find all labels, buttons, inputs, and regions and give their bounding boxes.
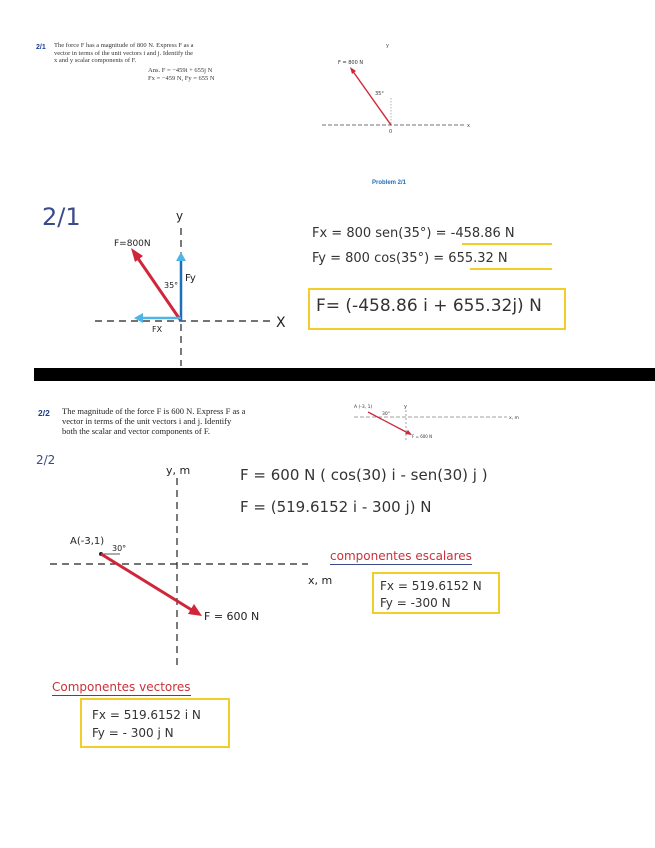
problem-figure bbox=[320, 38, 500, 148]
equation-2: F = (519.6152 i - 300 j) N bbox=[240, 498, 432, 516]
axis-label-y: y bbox=[404, 404, 407, 410]
force-arrow bbox=[352, 70, 391, 125]
force-label: F=800N bbox=[114, 239, 151, 249]
problem-figure bbox=[352, 400, 532, 448]
angle-label: 30° bbox=[112, 544, 127, 553]
solution-label: 2/2 bbox=[36, 453, 56, 467]
arrow-head bbox=[176, 252, 186, 261]
angle-label: 35° bbox=[164, 281, 179, 290]
problem-line: vector in terms of the unit vectors i and j. Identify bbox=[62, 416, 232, 426]
solution-figure bbox=[90, 206, 300, 366]
vector-fy: Fy = - 300 j N bbox=[92, 726, 174, 740]
axis-label-x: x bbox=[467, 123, 470, 129]
equation-fx bbox=[312, 226, 515, 241]
answer-line: Fx = −459 N, Fy = 655 N bbox=[148, 75, 215, 82]
problem-number: 2/2 bbox=[38, 408, 50, 418]
problem-line: The magnitude of the force F is 600 N. Express F as a bbox=[62, 406, 246, 416]
axis-label-x: X bbox=[276, 315, 286, 331]
axis-label-y: y, m bbox=[166, 464, 191, 477]
problem-line: x and y scalar components of F. bbox=[54, 57, 137, 64]
axis-label-y: y bbox=[176, 209, 184, 223]
problem-statement bbox=[54, 42, 264, 65]
equation-text: Fx = 800 sen(35°) = -458.86 N bbox=[312, 226, 515, 241]
highlight-underline bbox=[462, 243, 552, 245]
divider-bar bbox=[34, 368, 655, 381]
problem-statement bbox=[62, 406, 342, 436]
axis-label-y: y bbox=[386, 43, 389, 49]
arrow-head bbox=[131, 248, 143, 262]
angle-label: 35° bbox=[375, 91, 384, 97]
scalar-fy: Fy = -300 N bbox=[380, 596, 451, 610]
highlight-underline bbox=[470, 268, 552, 270]
vector-components-box bbox=[80, 698, 230, 748]
solution-label: 2/1 bbox=[42, 203, 81, 231]
axis-label-x: x, m bbox=[308, 574, 333, 587]
equation-1: F = 600 N ( cos(30) i - sen(30) j ) bbox=[240, 466, 488, 484]
component-label-fx: FX bbox=[152, 325, 163, 334]
problem-line: both the scalar and vector components of F. bbox=[62, 426, 211, 436]
equation-fy bbox=[312, 251, 508, 266]
result-vector: F= (-458.86 i + 655.32j) N bbox=[316, 296, 542, 316]
equation-text: Fy = 800 cos(35°) = 655.32 N bbox=[312, 251, 508, 266]
problem-line: vector in terms of the unit vectors i and j. Identify the bbox=[54, 49, 193, 57]
component-label-fy: Fy bbox=[185, 273, 196, 284]
force-label: F = 800 N bbox=[338, 60, 364, 66]
axis-label-x: x, m bbox=[509, 416, 519, 421]
scalar-components-title: componentes escalares bbox=[330, 549, 472, 563]
point-label: A (-3, 1) bbox=[354, 405, 373, 410]
result-box bbox=[308, 288, 566, 330]
answer-line: Ans. F = −459i + 655j N bbox=[148, 67, 213, 74]
force-label: F = 600 N bbox=[204, 610, 260, 623]
point-label: A(-3,1) bbox=[70, 536, 105, 547]
problem-line: The force F has a magnitude of 800 N. Express F as a bbox=[54, 42, 194, 49]
vector-components-title: Componentes vectores bbox=[52, 680, 191, 694]
figure-caption: Problem 2/1 bbox=[372, 180, 407, 186]
force-arrow bbox=[101, 554, 195, 612]
origin-label: 0 bbox=[389, 129, 393, 135]
vector-fx: Fx = 519.6152 i N bbox=[92, 708, 201, 722]
problem-number: 2/1 bbox=[36, 44, 46, 51]
angle-label: 30° bbox=[382, 412, 390, 417]
scalar-components-box bbox=[372, 572, 500, 614]
force-label: F = 600 N bbox=[412, 434, 433, 439]
arrow-head bbox=[350, 67, 356, 74]
solution-figure bbox=[40, 458, 340, 678]
scalar-fx: Fx = 519.6152 N bbox=[380, 579, 482, 593]
